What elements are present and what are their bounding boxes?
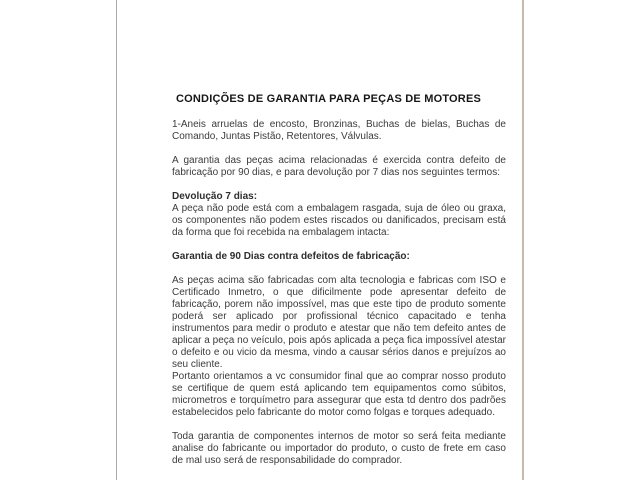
left-page-border (116, 0, 117, 480)
parts-list-paragraph: 1-Aneis arruelas de encosto, Bronzinas, Buchas de bielas, Buchas de Comando, Juntas Pistão, Retentores, Válvulas. (172, 119, 506, 142)
page-title: CONDIÇÕES DE GARANTIA PARA PEÇAS DE MOTORES (176, 93, 482, 105)
devolucao-heading: Devolução 7 dias: (172, 191, 258, 202)
warranty-terms-paragraph: A garantia das peças acima relacionadas é exercida contra defeito de fabricação por 90 dias, e para devolução por 7 dias nos seguintes termos: (172, 155, 506, 178)
garantia-90-dias-advice-paragraph: Portanto orientamos a vc consumidor final que ao comprar nosso produto se certifique de quem está aplicando tem equipamentos como súbitos, micrometros e torquímetro para assegurar que esta td dentro dos padrões estabelecidos pelo fabricante do motor como folgas e torques adequado. (172, 371, 506, 418)
document-content (172, 92, 506, 467)
garantia-90-dias-body-paragraph: As peças acima são fabricadas com alta tecnologia e fabricas com ISO e Certificado Inmetro, o que dificilmente pode apresentar defeito de fabricação, porem não impossível, mas que este tipo de produto somente poderá ser aplicado por profissional técnico capacitado e tenha instrumentos para medir o produto e atestar que não tem defeito antes de aplicar a peça no veículo, pois após aplicada a peça fica impossível atestar o defeito e ou vicio da mesma, vindo a causar sérios danos e prejuízos ao seu cliente. (172, 275, 506, 370)
closing-paragraph: Toda garantia de componentes internos de motor so será feita mediante analise do fabricante ou importador do produto, o custo de frete em caso de mal uso será de responsabilidade do comprador. (172, 431, 506, 466)
garantia-90-dias-heading: Garantia de 90 Dias contra defeitos de fabricação: (172, 251, 410, 262)
devolucao-body-paragraph: A peça não pode está com a embalagem rasgada, suja de óleo ou graxa, os componentes não podem estes riscados ou danificados, precisam está da forma que foi recebida na embalagem intacta: (172, 203, 506, 238)
right-page-border (522, 0, 524, 480)
